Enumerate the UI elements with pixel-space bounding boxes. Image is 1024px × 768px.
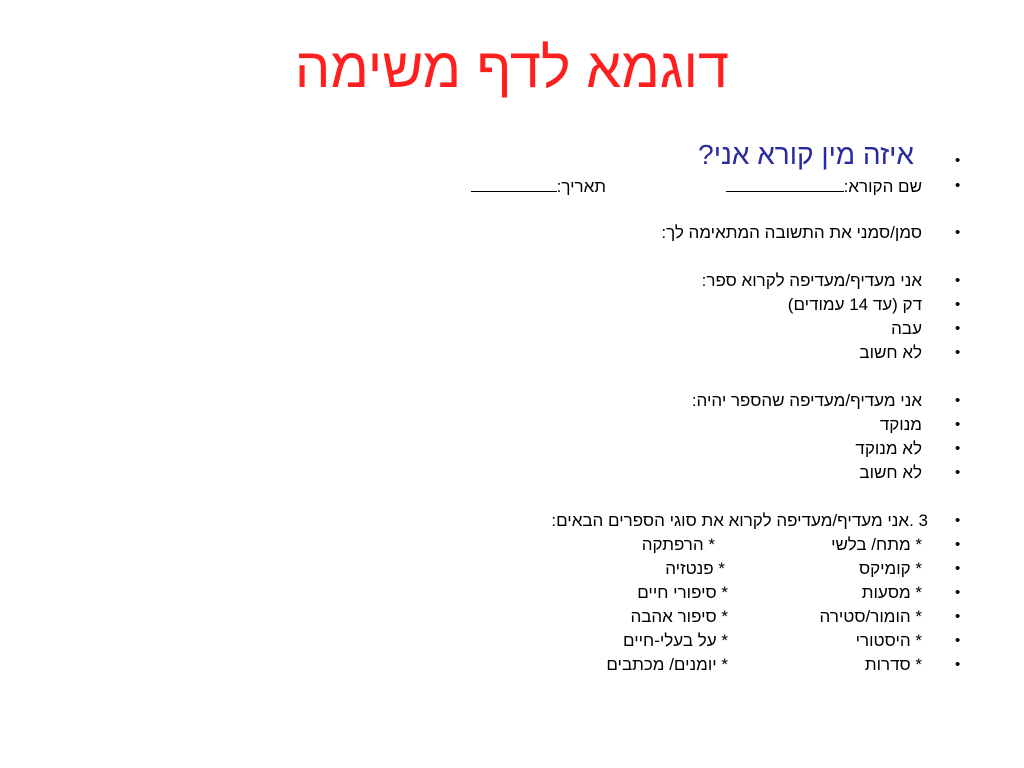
bullet: • xyxy=(955,344,961,361)
bullet: • xyxy=(955,656,961,673)
list-item xyxy=(0,175,1024,197)
genre-option: * מסעות xyxy=(861,583,922,602)
bullet: • xyxy=(955,224,961,241)
list-item xyxy=(0,606,1024,628)
list-item xyxy=(0,139,1024,172)
list-item xyxy=(0,462,1024,484)
list-item xyxy=(0,270,1024,292)
genre-option: * סיפורי חיים xyxy=(637,583,728,602)
genre-option: * סדרות xyxy=(864,655,922,674)
bullet: • xyxy=(955,416,961,433)
bullet: • xyxy=(955,584,961,601)
q3-prompt: 3 .אני מעדיף/מעדיפה לקרוא את סוגי הספרים הבאים: xyxy=(551,511,928,530)
list-item xyxy=(0,222,1024,244)
name-label: שם הקורא: xyxy=(843,177,922,196)
bullet: • xyxy=(955,296,961,313)
page-title: דוגמא לדף משימה xyxy=(294,36,730,99)
bullet: • xyxy=(955,632,961,649)
bullet: • xyxy=(955,560,961,577)
genre-option: * מתח/ בלשי xyxy=(831,535,922,554)
list-item xyxy=(0,510,1024,532)
genre-option: * פנטזיה xyxy=(665,559,725,578)
genre-option: * יומנים/ מכתבים xyxy=(606,655,728,674)
name-field xyxy=(726,175,922,198)
q2-option: מנוקד xyxy=(879,415,922,434)
genre-option: * הרפתקה xyxy=(641,535,715,554)
list-item xyxy=(0,294,1024,316)
q2-option: לא חשוב xyxy=(859,463,922,482)
list-item xyxy=(0,558,1024,580)
bullet: • xyxy=(955,392,961,409)
bullet: • xyxy=(955,440,961,457)
list-item xyxy=(0,438,1024,460)
list-item xyxy=(0,414,1024,436)
name-blank-line xyxy=(726,175,844,192)
list-item xyxy=(0,630,1024,652)
q2-option: לא מנוקד xyxy=(855,439,922,458)
bullet: • xyxy=(955,536,961,553)
date-label: תאריך: xyxy=(556,177,606,196)
q2-prompt: אני מעדיף/מעדיפה שהספר יהיה: xyxy=(691,391,922,410)
bullet: • xyxy=(955,272,961,289)
bullet: • xyxy=(955,464,961,481)
bullet: • xyxy=(955,608,961,625)
date-field xyxy=(471,175,606,198)
q1-option: עבה xyxy=(891,319,922,338)
list-item xyxy=(0,654,1024,676)
genre-option: * היסטורי xyxy=(855,631,922,650)
list-item xyxy=(0,390,1024,412)
date-blank-line xyxy=(471,175,557,192)
q1-option: דק (עד 14 עמודים) xyxy=(787,295,922,314)
genre-option: * קומיקס xyxy=(858,559,922,578)
bullet: • xyxy=(955,152,961,169)
list-item xyxy=(0,582,1024,604)
q1-option: לא חשוב xyxy=(859,343,922,362)
bullet: • xyxy=(955,320,961,337)
worksheet-question: איזה מין קורא אני? xyxy=(698,139,914,170)
bullet: • xyxy=(955,512,961,529)
list-item xyxy=(0,342,1024,364)
genre-option: * הומור/סטירה xyxy=(819,607,922,626)
genre-option: * על בעלי-חיים xyxy=(623,631,728,650)
q1-prompt: אני מעדיף/מעדיפה לקרוא ספר: xyxy=(701,271,922,290)
bullet: • xyxy=(955,177,961,194)
list-item xyxy=(0,318,1024,340)
genre-option: * סיפור אהבה xyxy=(630,607,728,626)
mark-instruction: סמן/סמני את התשובה המתאימה לך: xyxy=(661,223,922,242)
list-item xyxy=(0,534,1024,556)
